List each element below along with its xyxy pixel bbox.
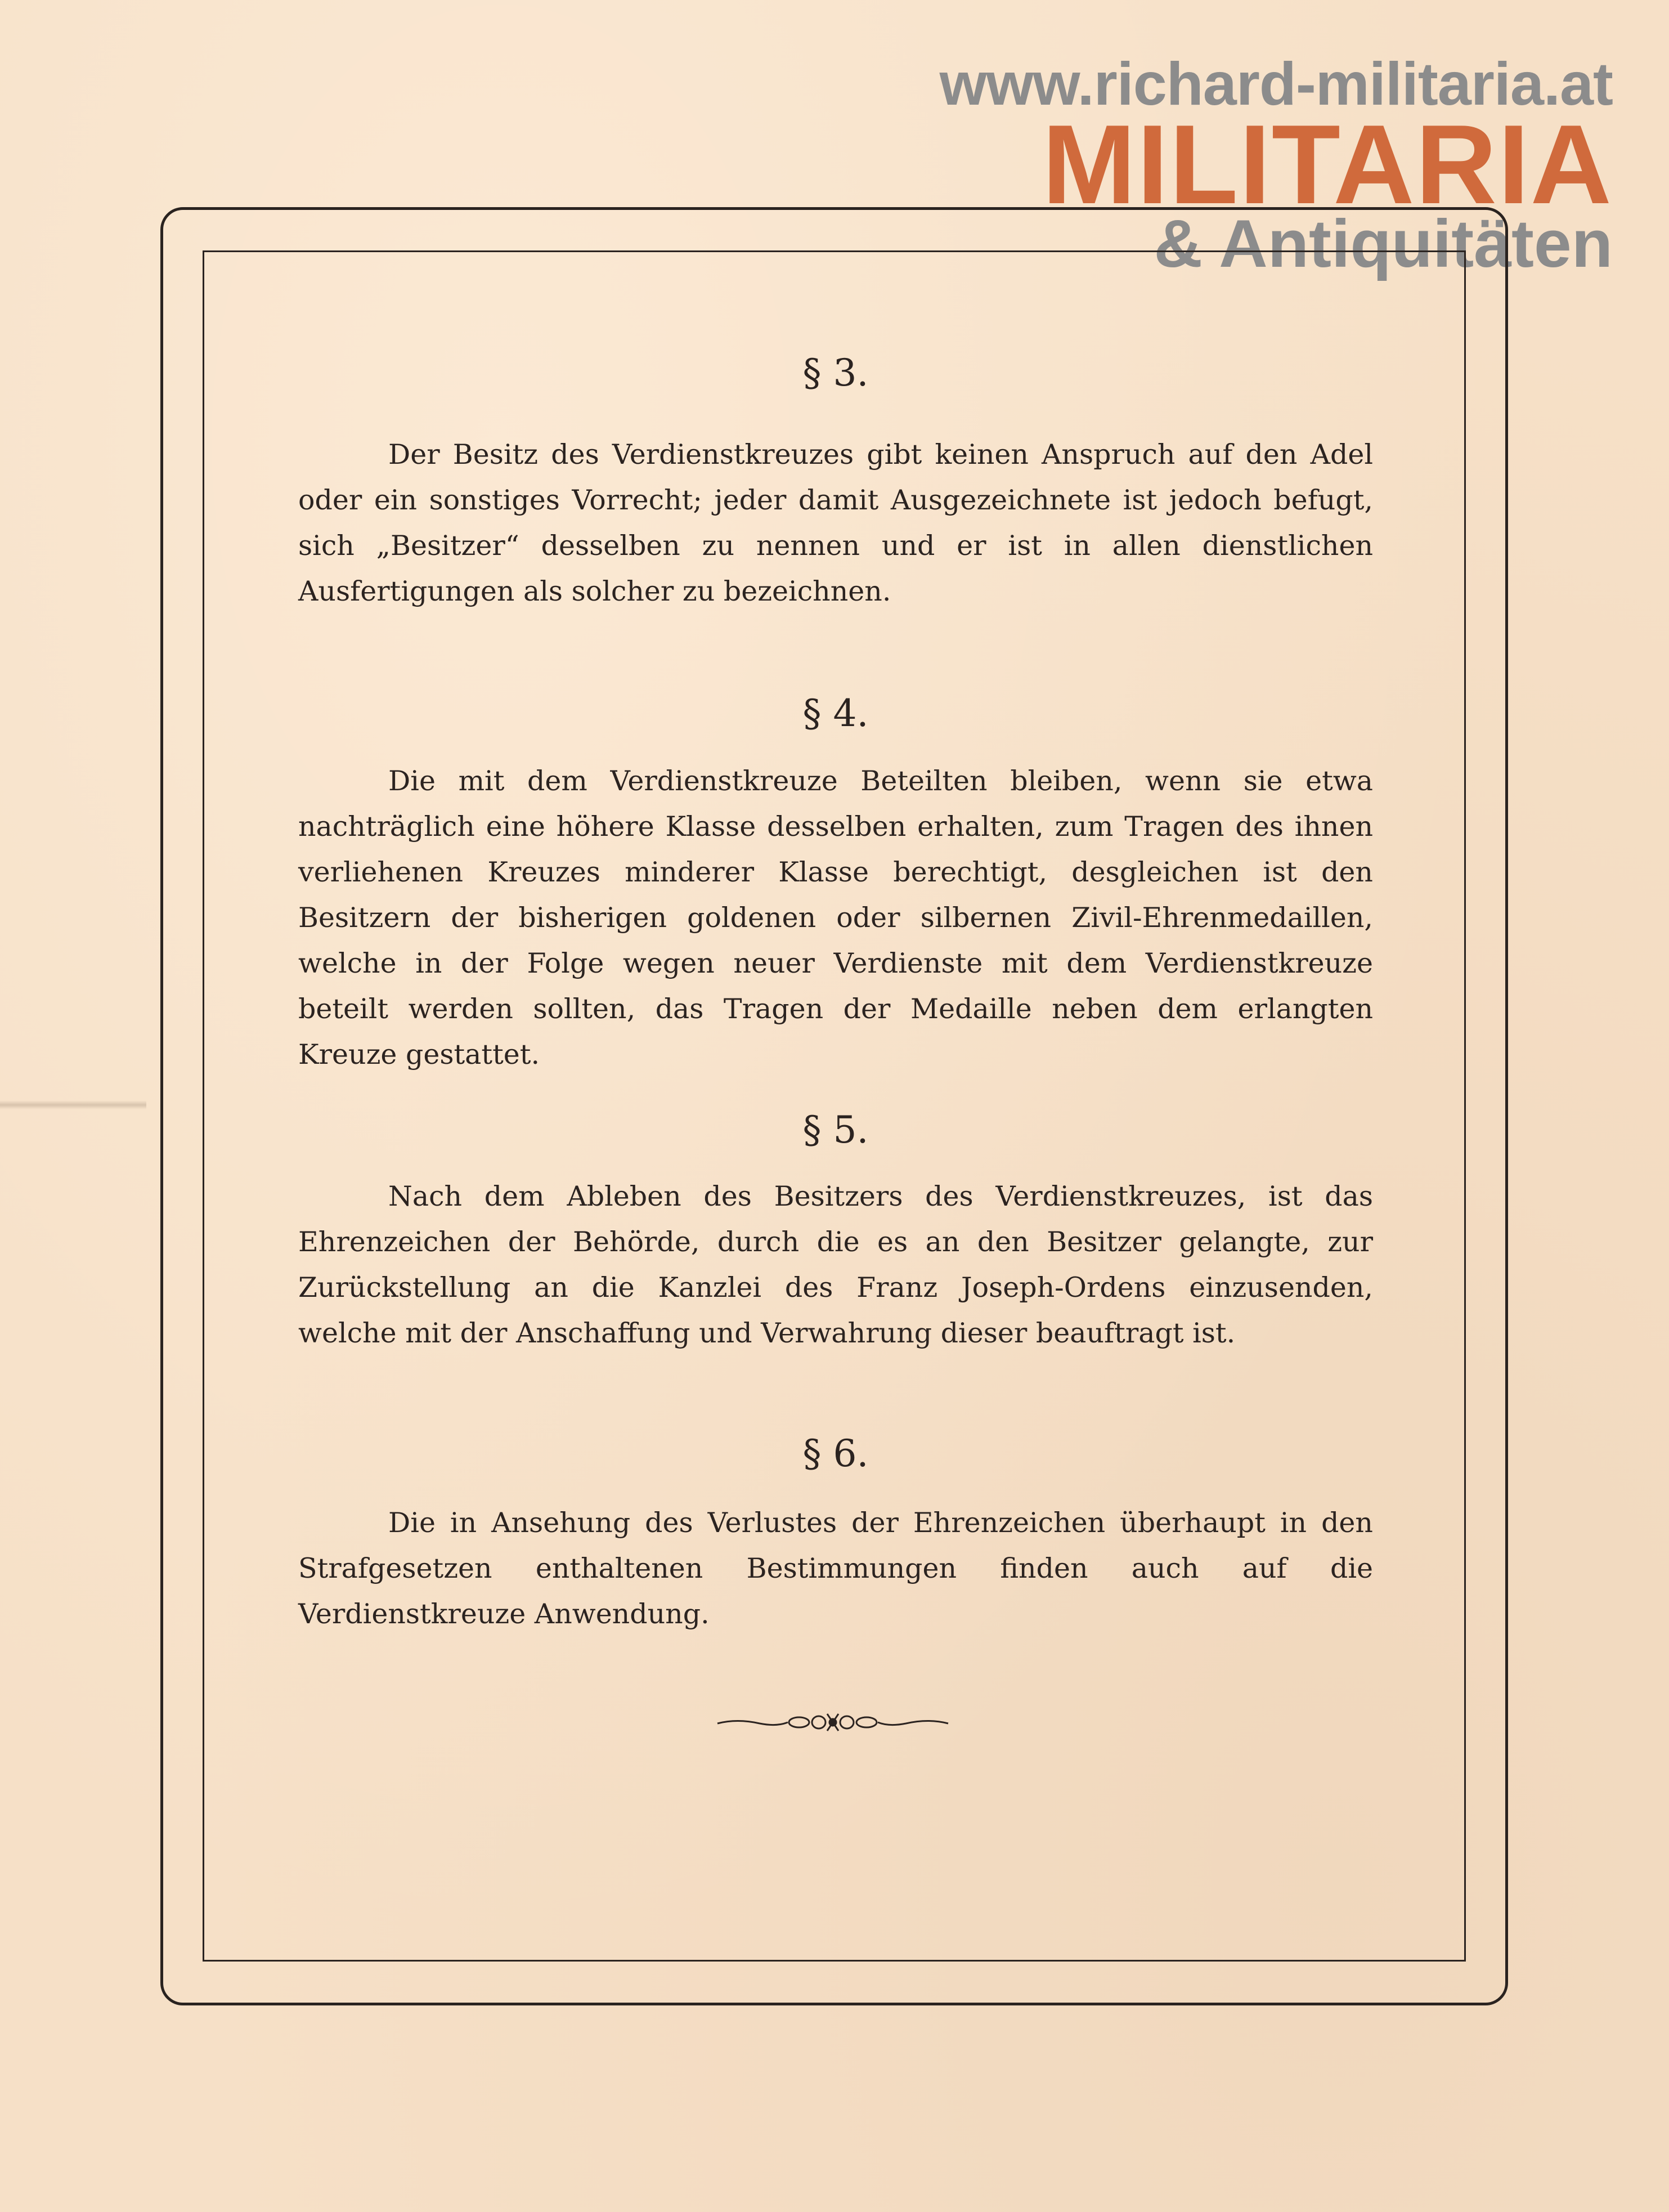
watermark-brand: MILITARIA	[1042, 102, 1613, 227]
section-heading-5: § 5.	[802, 1108, 869, 1152]
section-text-5: Nach dem Ableben des Besitzers des Verdienstkreuzes, ist das Ehrenzeichen der Behörde, durch die es an den Besitzer gelangte, zur Zurückstellung an die Kanzlei des Franz Joseph-Ordens einzusenden, welche mit der Anschaffung und Verwahrung dieser beauftragt ist.	[298, 1180, 1373, 1349]
section-text-3: Der Besitz des Verdienstkreuzes gibt keinen Anspruch auf den Adel oder ein sonstiges Vorrecht; jeder damit Ausgezeichnete ist jedoch befugt, sich „Besitzer“ desselben zu nennen und er ist in allen dienstlichen Ausfertigungen als solcher zu bezeichnen.	[298, 438, 1373, 607]
watermark-subtitle: & Antiquitäten	[1154, 206, 1613, 281]
section-text-4: Die mit dem Verdienstkreuze Beteilten bleiben, wenn sie etwa nachträglich eine höhere Klasse desselben erhalten, zum Tragen des ihnen verliehenen Kreuzes minderer Klasse berechtigt, desgleichen ist den Besitzern der bisherigen goldenen oder silbernen Zivil-Ehrenmedaillen, welche in der Folge wegen neuer Verdienste mit dem Verdienstkreuze beteilt werden sollten, das Tragen der Medaille neben dem erlangten Kreuze gestattet.	[298, 765, 1373, 1071]
decorative-divider-icon	[715, 1708, 951, 1736]
watermark-url: www.richard-militaria.at	[939, 50, 1613, 118]
section-heading-6: § 6.	[802, 1432, 869, 1475]
section-text-6: Die in Ansehung des Verlustes der Ehrenzeichen überhaupt in den Strafgesetzen enthaltenen Bestimmungen finden auch auf die Verdienstkreuze Anwendung.	[298, 1507, 1373, 1630]
section-heading-4: § 4.	[802, 692, 869, 735]
section-heading-3: § 3.	[802, 351, 869, 395]
fold-crease	[0, 1100, 146, 1109]
